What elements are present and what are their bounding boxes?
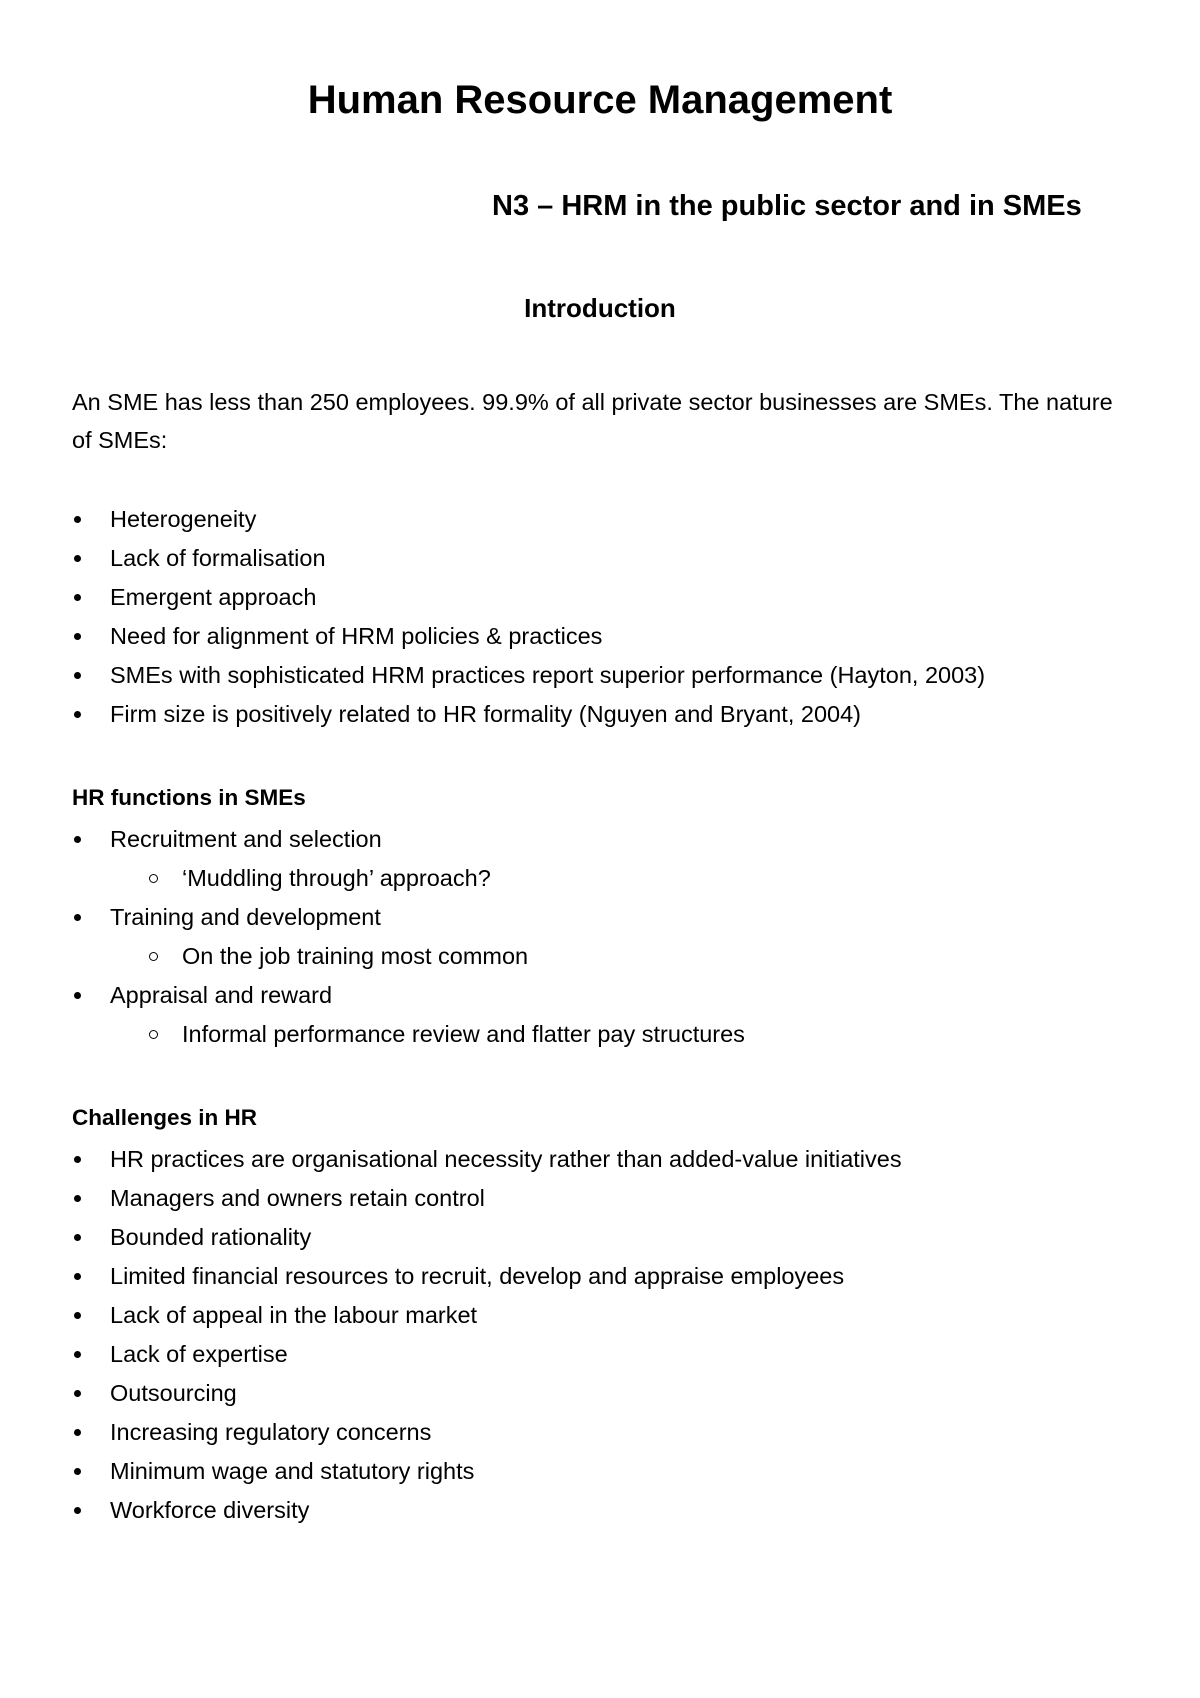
list-item	[72, 1335, 1152, 1374]
list-item	[72, 617, 1152, 656]
list-item-text: Outsourcing	[110, 1380, 237, 1406]
bullet-icon	[74, 1312, 81, 1319]
list-item-text: Heterogeneity	[110, 506, 257, 532]
list-item-text: Training and development	[110, 904, 381, 930]
list-item-text: Workforce diversity	[110, 1497, 310, 1523]
list-item-text: Recruitment and selection	[110, 826, 382, 852]
list-item	[72, 1374, 1152, 1413]
document-subtitle: N3 – HRM in the public sector and in SMEs	[492, 190, 1082, 222]
list-item	[72, 1413, 1152, 1452]
sub-list-item	[72, 859, 1152, 898]
list-item	[72, 578, 1152, 617]
list-item	[72, 1257, 1152, 1296]
document-title: Human Resource Management	[307, 78, 893, 122]
bullet-icon	[74, 1468, 81, 1475]
bullet-icon	[74, 633, 81, 640]
list-item-text: Bounded rationality	[110, 1224, 312, 1250]
bullet-icon	[74, 992, 81, 999]
bullet-icon	[74, 594, 81, 601]
bullet-icon	[74, 1156, 81, 1163]
circle-bullet-icon	[149, 1030, 158, 1039]
nature-list	[72, 500, 1152, 734]
bullet-icon	[74, 914, 81, 921]
list-item-text: Minimum wage and statutory rights	[110, 1458, 475, 1484]
bullet-icon	[74, 516, 81, 523]
list-item-text: Appraisal and reward	[110, 982, 333, 1008]
list-item-text: Need for alignment of HRM policies & practices	[110, 623, 603, 649]
list-item	[72, 1179, 1152, 1218]
list-item-text: Managers and owners retain control	[110, 1185, 485, 1211]
bullet-icon	[74, 1390, 81, 1397]
list-item	[72, 1452, 1152, 1491]
list-item-text: SMEs with sophisticated HRM practices report superior performance (Hayton, 2003)	[110, 662, 986, 688]
bullet-icon	[74, 1429, 81, 1436]
bullet-icon	[74, 836, 81, 843]
list-item	[72, 695, 1152, 734]
sub-list-item-text: Informal performance review and flatter pay structures	[182, 1021, 745, 1047]
challenges-list	[72, 1140, 1152, 1530]
sub-list-item-text: On the job training most common	[182, 943, 529, 969]
list-item	[72, 539, 1152, 578]
circle-bullet-icon	[149, 952, 158, 961]
circle-bullet-icon	[149, 874, 158, 883]
list-item-text: Lack of appeal in the labour market	[110, 1302, 478, 1328]
bullet-icon	[74, 1351, 81, 1358]
list-item-text: Limited financial resources to recruit, develop and appraise employees	[110, 1263, 845, 1289]
list-item	[72, 1218, 1152, 1257]
list-item	[72, 656, 1152, 695]
challenges-heading: Challenges in HR	[72, 1105, 258, 1130]
sub-list-item	[72, 937, 1152, 976]
list-item	[72, 1491, 1152, 1530]
sub-list-item-text: ‘Muddling through’ approach?	[182, 865, 491, 891]
list-item	[72, 1296, 1152, 1335]
hr-functions-heading: HR functions in SMEs	[72, 785, 306, 810]
sub-list-item	[72, 1015, 1152, 1054]
list-item	[72, 500, 1152, 539]
list-item-text: Firm size is positively related to HR formality (Nguyen and Bryant, 2004)	[110, 701, 861, 727]
list-item	[72, 976, 1152, 1015]
bullet-icon	[74, 1507, 81, 1514]
list-item-text: Emergent approach	[110, 584, 317, 610]
list-item	[72, 898, 1152, 937]
bullet-icon	[74, 672, 81, 679]
list-item-text: Lack of formalisation	[110, 545, 326, 571]
bullet-icon	[74, 1273, 81, 1280]
bullet-icon	[74, 711, 81, 718]
intro-heading: Introduction	[524, 293, 676, 323]
bullet-icon	[74, 1234, 81, 1241]
bullet-icon	[74, 1195, 81, 1202]
intro-paragraph: An SME has less than 250 employees. 99.9% of all private sector businesses are SMEs. The nature of SMEs:	[72, 389, 1113, 453]
list-item-text: Increasing regulatory concerns	[110, 1419, 432, 1445]
list-item	[72, 820, 1152, 859]
list-item	[72, 1140, 1152, 1179]
hr-functions-list	[72, 820, 1152, 1054]
list-item-text: Lack of expertise	[110, 1341, 288, 1367]
bullet-icon	[74, 555, 81, 562]
list-item-text: HR practices are organisational necessity rather than added-value initiatives	[110, 1146, 902, 1172]
